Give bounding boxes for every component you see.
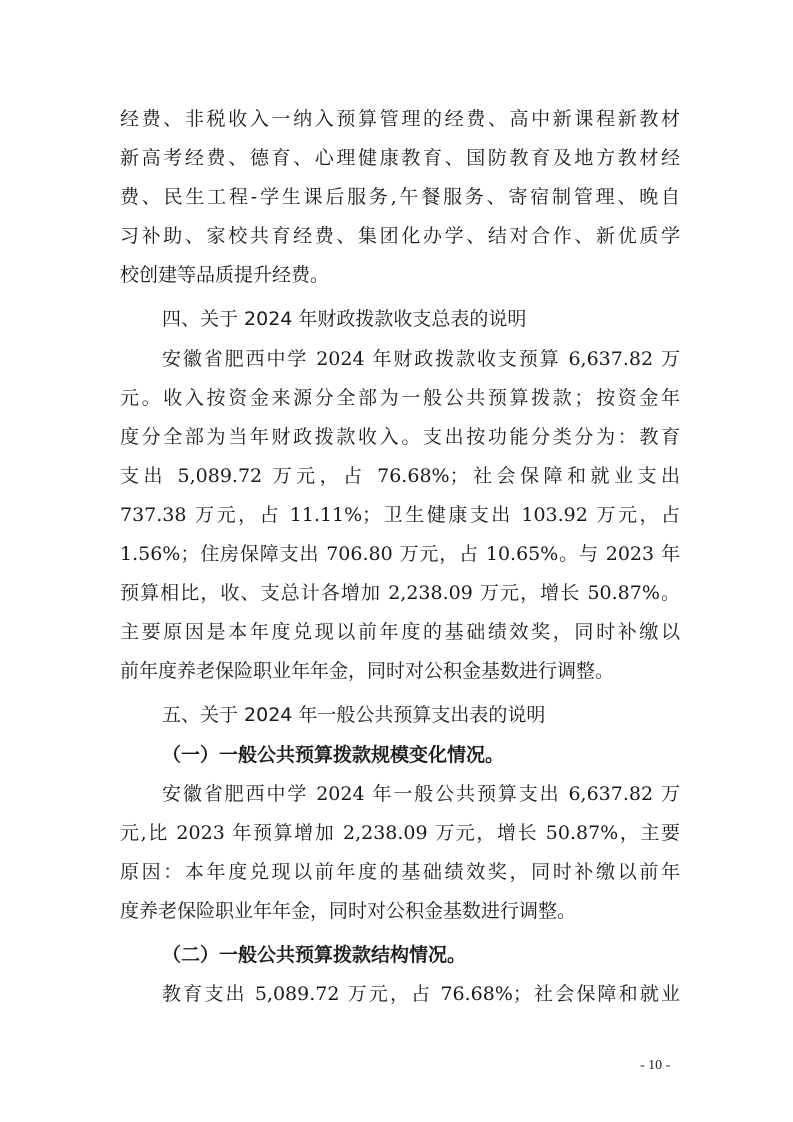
page-number: - 10 - [640,1058,671,1073]
paragraph-line: 主要原因是本年度兑现以前年度的基础绩效奖，同时补缴以 [120,621,680,643]
subsection-2-heading: （二）一般公共预算拨款结构情况。 [162,944,467,966]
paragraph-line: 安徽省肥西中学 2024 年一般公共预算支出 6,637.82 万 [162,783,680,805]
paragraph-line: 教育支出 5,089.72 万元，占 76.68%；社会保障和就业 [162,983,680,1005]
paragraph-line: 经费、非税收入一纳入预算管理的经费、高中新课程新教材 [120,108,680,130]
paragraph-line: 元,比 2023 年预算增加 2,238.09 万元，增长 50.87%，主要 [120,822,680,844]
paragraph-line: 元。收入按资金来源分全部为一般公共预算拨款；按资金年 [120,387,680,409]
paragraph-line: 校创建等品质提升经费。 [120,264,330,286]
paragraph-line: 前年度养老保险职业年年金，同时对公积金基数进行调整。 [120,660,615,682]
paragraph-line: 原因：本年度兑现以前年度的基础绩效奖，同时补缴以前年 [120,861,680,883]
paragraph-line: 737.38 万元，占 11.11%；卫生健康支出 103.92 万元，占 [120,504,680,526]
paragraph-line: 度分全部为当年财政拨款收入。支出按功能分类分为：教育 [120,426,680,448]
subsection-1-heading: （一）一般公共预算拨款规模变化情况。 [162,744,505,766]
paragraph-line: 习补助、家校共育经费、集团化办学、结对合作、新优质学 [120,225,680,247]
section-4-heading: 四、关于 2024 年财政拨款收支总表的说明 [162,308,527,330]
paragraph-line: 预算相比，收、支总计各增加 2,238.09 万元，增长 50.87%。 [120,582,680,604]
paragraph-line: 度养老保险职业年年金，同时对公积金基数进行调整。 [120,900,577,922]
paragraph-line: 安徽省肥西中学 2024 年财政拨款收支预算 6,637.82 万 [162,348,680,370]
paragraph-line: 1.56%；住房保障支出 706.80 万元，占 10.65%。与 2023 年 [120,543,680,565]
paragraph-line: 支出 5,089.72 万元，占 76.68%；社会保障和就业支出 [120,465,680,487]
paragraph-line: 新高考经费、德育、心理健康教育、国防教育及地方教材经 [120,147,680,169]
section-5-heading: 五、关于 2024 年一般公共预算支出表的说明 [162,704,546,726]
paragraph-line: 费、民生工程-学生课后服务,午餐服务、寄宿制管理、晚自 [120,186,680,208]
